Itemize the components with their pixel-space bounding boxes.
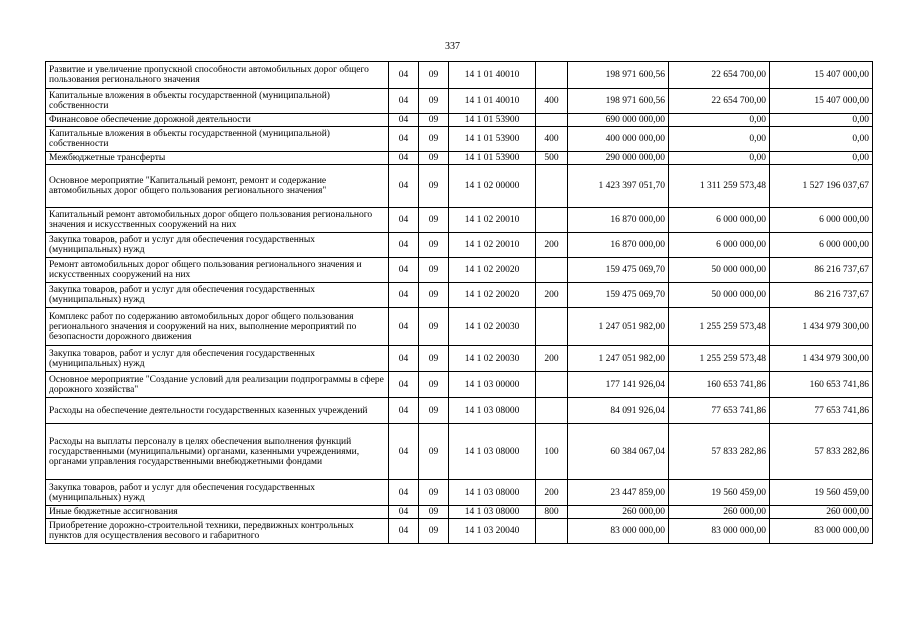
row-amount-year2: 0,00 (669, 152, 770, 165)
row-target-article: 14 1 01 40010 (449, 62, 536, 89)
row-amount-year1: 159 475 069,70 (568, 283, 669, 308)
table-row (46, 424, 873, 480)
row-expense-type: 200 (536, 283, 568, 308)
row-target-article: 14 1 02 20030 (449, 308, 536, 346)
table-row (46, 258, 873, 283)
row-subsection-code: 09 (419, 208, 449, 233)
row-expense-type: 400 (536, 127, 568, 152)
table-row (46, 398, 873, 424)
row-expense-type (536, 114, 568, 127)
row-name: Основное мероприятие "Создание условий для реализации подпрограммы в сфере дорожного хозяйства" (46, 372, 389, 398)
row-amount-year1: 400 000 000,00 (568, 127, 669, 152)
row-expense-type: 500 (536, 152, 568, 165)
row-name: Закупка товаров, работ и услуг для обеспечения государственных (муниципальных) нужд (46, 283, 389, 308)
row-amount-year1: 23 447 859,00 (568, 480, 669, 506)
row-amount-year2: 160 653 741,86 (669, 372, 770, 398)
row-amount-year2: 77 653 741,86 (669, 398, 770, 424)
table-row (46, 165, 873, 208)
row-target-article: 14 1 01 53900 (449, 114, 536, 127)
row-section-code: 04 (389, 165, 419, 208)
table-row (46, 233, 873, 258)
row-target-article: 14 1 02 20010 (449, 233, 536, 258)
row-amount-year2: 22 654 700,00 (669, 62, 770, 89)
row-name: Комплекс работ по содержанию автомобильных дорог общего пользования регионального значения и сооружений на них, выполнение мероприятий по безопасности дорожного движения (46, 308, 389, 346)
row-amount-year1: 83 000 000,00 (568, 519, 669, 544)
table-row (46, 62, 873, 89)
row-expense-type (536, 372, 568, 398)
row-amount-year3: 83 000 000,00 (770, 519, 873, 544)
table-row (46, 480, 873, 506)
row-name: Расходы на обеспечение деятельности государственных казенных учреждений (46, 398, 389, 424)
row-section-code: 04 (389, 233, 419, 258)
row-amount-year1: 1 423 397 051,70 (568, 165, 669, 208)
row-amount-year2: 22 654 700,00 (669, 89, 770, 114)
row-amount-year3: 6 000 000,00 (770, 233, 873, 258)
row-section-code: 04 (389, 424, 419, 480)
row-section-code: 04 (389, 506, 419, 519)
row-amount-year1: 60 384 067,04 (568, 424, 669, 480)
row-section-code: 04 (389, 372, 419, 398)
row-subsection-code: 09 (419, 283, 449, 308)
row-subsection-code: 09 (419, 308, 449, 346)
row-subsection-code: 09 (419, 480, 449, 506)
row-target-article: 14 1 03 00000 (449, 372, 536, 398)
table-row (46, 283, 873, 308)
row-amount-year2: 0,00 (669, 127, 770, 152)
row-amount-year3: 260 000,00 (770, 506, 873, 519)
row-name: Приобретение дорожно-строительной техники, передвижных контрольных пунктов для осуществления весового и габаритного (46, 519, 389, 544)
table-row (46, 308, 873, 346)
row-subsection-code: 09 (419, 346, 449, 372)
row-amount-year1: 16 870 000,00 (568, 208, 669, 233)
table-row (46, 152, 873, 165)
row-amount-year3: 86 216 737,67 (770, 258, 873, 283)
row-section-code: 04 (389, 308, 419, 346)
row-name: Закупка товаров, работ и услуг для обеспечения государственных (муниципальных) нужд (46, 346, 389, 372)
row-section-code: 04 (389, 208, 419, 233)
row-name: Закупка товаров, работ и услуг для обеспечения государственных (муниципальных) нужд (46, 480, 389, 506)
row-subsection-code: 09 (419, 233, 449, 258)
row-amount-year1: 1 247 051 982,00 (568, 346, 669, 372)
row-target-article: 14 1 03 08000 (449, 506, 536, 519)
row-name: Капитальные вложения в объекты государственной (муниципальной) собственности (46, 89, 389, 114)
row-amount-year2: 1 311 259 573,48 (669, 165, 770, 208)
row-section-code: 04 (389, 127, 419, 152)
row-target-article: 14 1 02 20020 (449, 283, 536, 308)
row-expense-type (536, 62, 568, 89)
row-expense-type: 100 (536, 424, 568, 480)
row-amount-year3: 0,00 (770, 127, 873, 152)
row-amount-year2: 50 000 000,00 (669, 283, 770, 308)
row-subsection-code: 09 (419, 89, 449, 114)
row-name: Капитальные вложения в объекты государственной (муниципальной) собственности (46, 127, 389, 152)
row-section-code: 04 (389, 114, 419, 127)
row-target-article: 14 1 02 20010 (449, 208, 536, 233)
row-expense-type (536, 165, 568, 208)
row-section-code: 04 (389, 62, 419, 89)
row-expense-type: 200 (536, 480, 568, 506)
row-amount-year2: 19 560 459,00 (669, 480, 770, 506)
row-subsection-code: 09 (419, 519, 449, 544)
row-expense-type (536, 519, 568, 544)
row-section-code: 04 (389, 89, 419, 114)
row-target-article: 14 1 03 20040 (449, 519, 536, 544)
table-row (46, 519, 873, 544)
row-name: Развитие и увеличение пропускной способности автомобильных дорог общего пользования регионального значения (46, 62, 389, 89)
table-row (46, 346, 873, 372)
row-amount-year1: 1 247 051 982,00 (568, 308, 669, 346)
row-subsection-code: 09 (419, 165, 449, 208)
row-amount-year2: 50 000 000,00 (669, 258, 770, 283)
row-section-code: 04 (389, 258, 419, 283)
row-subsection-code: 09 (419, 127, 449, 152)
table-row (46, 127, 873, 152)
row-target-article: 14 1 01 53900 (449, 152, 536, 165)
row-subsection-code: 09 (419, 506, 449, 519)
row-amount-year3: 0,00 (770, 114, 873, 127)
table-row (46, 208, 873, 233)
row-amount-year1: 16 870 000,00 (568, 233, 669, 258)
row-amount-year2: 260 000,00 (669, 506, 770, 519)
table-row (46, 114, 873, 127)
row-name: Капитальный ремонт автомобильных дорог общего пользования регионального значения и искусственных сооружений на них (46, 208, 389, 233)
row-amount-year2: 1 255 259 573,48 (669, 308, 770, 346)
row-amount-year3: 0,00 (770, 152, 873, 165)
row-amount-year1: 198 971 600,56 (568, 62, 669, 89)
row-amount-year3: 1 527 196 037,67 (770, 165, 873, 208)
row-amount-year3: 19 560 459,00 (770, 480, 873, 506)
row-subsection-code: 09 (419, 372, 449, 398)
row-amount-year2: 57 833 282,86 (669, 424, 770, 480)
row-target-article: 14 1 03 08000 (449, 480, 536, 506)
row-name: Закупка товаров, работ и услуг для обеспечения государственных (муниципальных) нужд (46, 233, 389, 258)
row-section-code: 04 (389, 152, 419, 165)
row-amount-year1: 84 091 926,04 (568, 398, 669, 424)
row-subsection-code: 09 (419, 114, 449, 127)
row-subsection-code: 09 (419, 258, 449, 283)
row-amount-year3: 57 833 282,86 (770, 424, 873, 480)
row-target-article: 14 1 01 53900 (449, 127, 536, 152)
row-amount-year2: 6 000 000,00 (669, 208, 770, 233)
row-section-code: 04 (389, 346, 419, 372)
row-name: Расходы на выплаты персоналу в целях обеспечения выполнения функций государственными (муниципальными) органами, казенными учреждениями, органами управления государственными внебюджетными фондами (46, 424, 389, 480)
row-section-code: 04 (389, 519, 419, 544)
row-amount-year3: 15 407 000,00 (770, 89, 873, 114)
row-amount-year3: 15 407 000,00 (770, 62, 873, 89)
row-amount-year2: 1 255 259 573,48 (669, 346, 770, 372)
row-amount-year3: 86 216 737,67 (770, 283, 873, 308)
row-expense-type: 200 (536, 233, 568, 258)
row-section-code: 04 (389, 480, 419, 506)
row-amount-year3: 160 653 741,86 (770, 372, 873, 398)
row-section-code: 04 (389, 398, 419, 424)
row-amount-year3: 77 653 741,86 (770, 398, 873, 424)
row-amount-year1: 690 000 000,00 (568, 114, 669, 127)
table-body (46, 62, 873, 544)
row-expense-type: 200 (536, 346, 568, 372)
row-expense-type: 800 (536, 506, 568, 519)
row-target-article: 14 1 02 20020 (449, 258, 536, 283)
row-name: Иные бюджетные ассигнования (46, 506, 389, 519)
row-amount-year2: 6 000 000,00 (669, 233, 770, 258)
row-expense-type (536, 308, 568, 346)
row-target-article: 14 1 01 40010 (449, 89, 536, 114)
row-target-article: 14 1 02 00000 (449, 165, 536, 208)
budget-table (45, 61, 873, 544)
page-number: 337 (445, 41, 460, 52)
row-subsection-code: 09 (419, 424, 449, 480)
row-amount-year2: 83 000 000,00 (669, 519, 770, 544)
row-expense-type (536, 258, 568, 283)
row-amount-year3: 1 434 979 300,00 (770, 308, 873, 346)
row-expense-type (536, 398, 568, 424)
row-target-article: 14 1 02 20030 (449, 346, 536, 372)
row-name: Межбюджетные трансферты (46, 152, 389, 165)
row-subsection-code: 09 (419, 152, 449, 165)
row-amount-year2: 0,00 (669, 114, 770, 127)
row-amount-year1: 260 000,00 (568, 506, 669, 519)
table-row (46, 372, 873, 398)
row-subsection-code: 09 (419, 398, 449, 424)
row-amount-year1: 198 971 600,56 (568, 89, 669, 114)
row-amount-year3: 1 434 979 300,00 (770, 346, 873, 372)
row-target-article: 14 1 03 08000 (449, 398, 536, 424)
row-amount-year1: 177 141 926,04 (568, 372, 669, 398)
row-name: Ремонт автомобильных дорог общего пользования регионального значения и искусственных сооружений на них (46, 258, 389, 283)
row-amount-year1: 159 475 069,70 (568, 258, 669, 283)
row-target-article: 14 1 03 08000 (449, 424, 536, 480)
row-amount-year3: 6 000 000,00 (770, 208, 873, 233)
row-name: Финансовое обеспечение дорожной деятельности (46, 114, 389, 127)
row-subsection-code: 09 (419, 62, 449, 89)
row-expense-type: 400 (536, 89, 568, 114)
row-amount-year1: 290 000 000,00 (568, 152, 669, 165)
row-name: Основное мероприятие "Капитальный ремонт, ремонт и содержание автомобильных дорог общего пользования регионального значения" (46, 165, 389, 208)
table-row (46, 506, 873, 519)
row-section-code: 04 (389, 283, 419, 308)
row-expense-type (536, 208, 568, 233)
table-row (46, 89, 873, 114)
